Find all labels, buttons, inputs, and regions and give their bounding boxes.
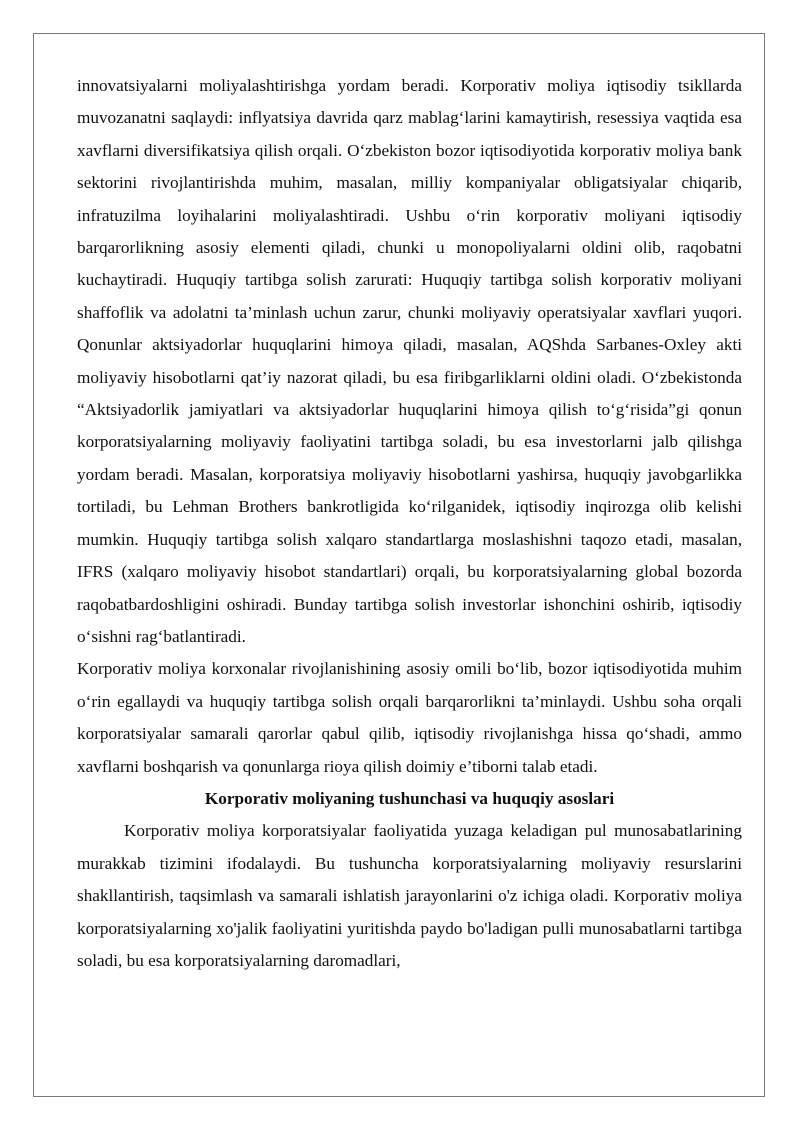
body-paragraph: Korporativ moliya korporatsiyalar faoliyatida yuzaga keladigan pul munosabatlarining murakkab tizimini ifodalaydi. Bu tushuncha korporatsiyalarning moliyaviy resurslarini shakllantirish, taqsimlash va samarali ishlatish jarayonlarini o'z ichiga oladi. Korporativ moliya korporatsiyalarning xo'jalik faoliyatini yuritishda paydo bo'ladigan pulli munosabatlarni tartibga soladi, bu esa korporatsiyalarning daromadlari, — [77, 821, 742, 970]
section-heading: Korporativ moliyaning tushunchasi va huquqiy asoslari — [204, 788, 615, 808]
body-paragraph: innovatsiyalarni moliyalashtirishga yordam beradi. Korporativ moliya iqtisodiy tsikllarda muvozanatni saqlaydi: inflyatsiya davrida qarz mablag‘larini kamaytirish, resessiya vaqtida esa xavflarni diversifikatsiya qilish orqali. O‘zbekiston bozor iqtisodiyotida korporativ moliya bank sektorini rivojlantirishda muhim, masalan, milliy kompaniyalar obligatsiyalar chiqarib, infratuzilma loyihalarini moliyalashtiradi. Ushbu o‘rin korporativ moliyani iqtisodiy barqarorlikning asosiy elementi qiladi, chunki u monopoliyalarni oldini olib, raqobatni kuchaytiradi. Huquqiy tartibga solish zarurati: Huquqiy tartibga solish korporativ moliyani shaffoflik va adolatni ta’minlash uchun zarur, chunki moliyaviy operatsiyalar xavflari yuqori. Qonunlar aktsiyadorlar huquqlarini himoya qiladi, masalan, AQShda Sarbanes-Oxley akti moliyaviy hisobotlarni qat’iy nazorat qiladi, bu esa firibgarliklarni oldini oladi. O‘zbekistonda “Aktsiyadorlik jamiyatlari va aktsiyadorlar huquqlarini himoya qilish to‘g‘risida”gi qonun korporatsiyalarning moliyaviy faoliyatini tartibga soladi, bu esa investorlarni jalb qilishga yordam beradi. Masalan, korporatsiya moliyaviy hisobotlarni yashirsa, huquqiy javobgarlikka tortiladi, bu Lehman Brothers bankrotligida ko‘rilganidek, iqtisodiy inqirozga olib kelishi mumkin. Huquqiy tartibga solish xalqaro standartlarga moslashishni taqozo etadi, masalan, IFRS (xalqaro moliyaviy hisobot standartlari) orqali, bu korporatsiyalarning global bozorda raqobatbardoshligini oshiradi. Bunday tartibga solish investorlar ishonchini oshirib, iqtisodiy o‘sishni rag‘batlantiradi. — [77, 76, 742, 646]
body-paragraph: Korporativ moliya korxonalar rivojlanishining asosiy omili bo‘lib, bozor iqtisodiyotida muhim o‘rin egallaydi va huquqiy tartibga solish orqali barqarorlikni ta’minlaydi. Ushbu soha orqali korporatsiyalar samarali qarorlar qabul qilib, iqtisodiy rivojlanishga hissa qo‘shadi, ammo xavflarni boshqarish va qonunlarga rioya qilish doimiy e’tiborni talab etadi. — [77, 659, 742, 776]
document-body — [77, 70, 742, 977]
